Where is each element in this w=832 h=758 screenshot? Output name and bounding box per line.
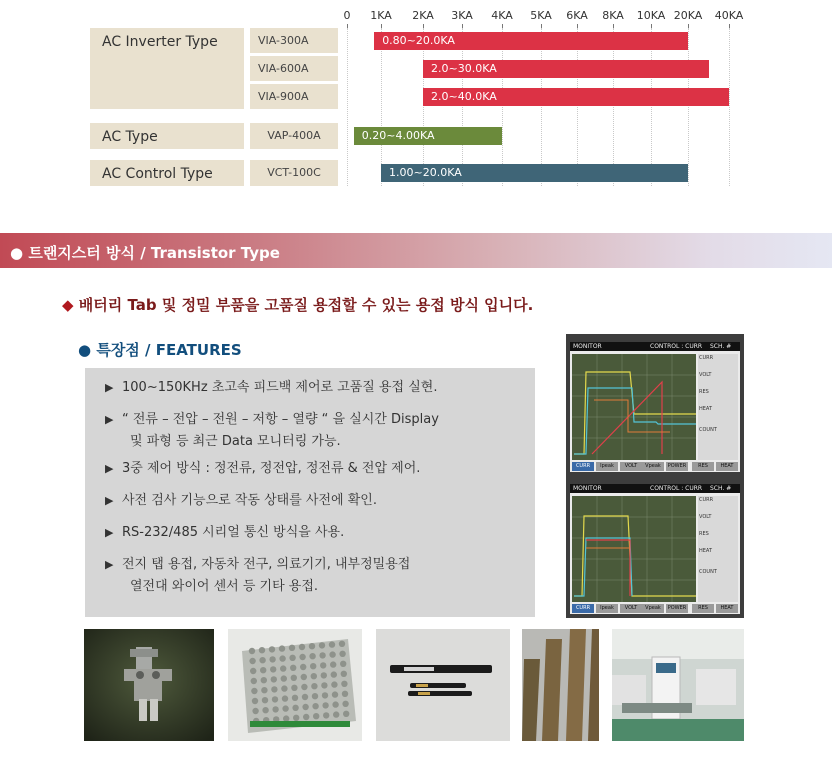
monitor-tab: HEAT: [716, 462, 738, 471]
battery-cell: [281, 675, 287, 681]
model-label: VIA-900A: [250, 84, 338, 109]
monitor-screenshot: MONITOR CONTROL : CURR SCH. # CURR VOLT RES HEAT COUNT CURR Ipeak VOLT Vpeak POWER RES HEAT: [566, 476, 744, 618]
diamond-icon: ◆: [62, 296, 74, 314]
battery-cell: [342, 691, 348, 697]
bullet-icon: ●: [78, 341, 92, 359]
monitor-screenshot: MONITOR CONTROL : CURR SCH. # CURR VOLT RES HEAT COUNT CURR Ipeak VOLT Vpeak POWER RES HEAT: [566, 334, 744, 476]
feature-item: ▶ 전지 탭 용접, 자동차 전구, 의료기기, 내부정밀용접 열전대 와이어 센서 등 기타 용접.: [105, 554, 410, 598]
monitor-tab: Ipeak: [596, 462, 618, 471]
photo-battery-pack: [228, 629, 362, 741]
photo-weld-bars: [522, 629, 599, 741]
features-title: ● 특장점 / FEATURES: [78, 341, 242, 359]
battery-cell: [282, 695, 288, 701]
monitor-tab: CURR: [572, 604, 594, 613]
battery-cell: [339, 651, 345, 657]
battery-cell: [280, 665, 286, 671]
monitor-tab: CURR: [572, 462, 594, 471]
battery-cell: [272, 706, 278, 712]
battery-cell: [342, 701, 348, 707]
battery-cell: [340, 661, 346, 667]
range-bar: 2.0~40.0KA: [423, 88, 729, 106]
scale-tick-label: 4KA: [491, 9, 513, 22]
battery-cell: [251, 678, 257, 684]
ac-control-type-label: AC Control Type: [90, 160, 244, 186]
battery-cell: [269, 656, 275, 662]
gridline: [688, 28, 689, 186]
battery-cell: [321, 672, 327, 678]
section-title: ● 트랜지스터 방식 / Transistor Type: [10, 244, 280, 262]
battery-cell: [341, 681, 347, 687]
gridline: [541, 28, 542, 186]
battery-cell: [301, 674, 307, 680]
battery-cell: [332, 691, 338, 697]
battery-cell: [322, 692, 328, 698]
scale-tick-label: 1KA: [370, 9, 392, 22]
battery-cell: [343, 711, 349, 717]
scale-tick-label: 40KA: [714, 9, 744, 22]
battery-cell: [279, 655, 285, 661]
scale-tick-label: 6KA: [566, 9, 588, 22]
photo-battery-tab: [84, 629, 214, 741]
battery-cell: [251, 688, 257, 694]
monitor-tab: RES: [692, 462, 714, 471]
scale-tick-label: 2KA: [412, 9, 434, 22]
battery-cell: [290, 665, 296, 671]
ac-type-label: AC Type: [90, 123, 244, 149]
feature-item: ▶ 3중 제어 방식 : 정전류, 정전압, 정전류 & 전압 제어.: [105, 458, 420, 480]
triangle-icon: ▶: [105, 381, 114, 394]
battery-cell: [333, 711, 339, 717]
battery-cell: [259, 657, 265, 663]
monitor-tab: POWER: [667, 463, 687, 469]
monitor-tab: POWER: [667, 605, 687, 611]
battery-cell: [331, 681, 337, 687]
battery-cell: [299, 654, 305, 660]
battery-cell: [331, 671, 337, 677]
gridline: [502, 28, 503, 186]
intro-text: ◆ 배터리 Tab 및 정밀 부품을 고품질 용접할 수 있는 용접 방식 입니다.: [62, 296, 534, 314]
battery-cell: [339, 641, 345, 647]
monitor-tab: Vpeak: [642, 604, 664, 613]
battery-cell: [329, 641, 335, 647]
gridline: [729, 28, 730, 186]
scale-tick-label: 5KA: [530, 9, 552, 22]
battery-cell: [292, 695, 298, 701]
range-bar: 2.0~30.0KA: [423, 60, 709, 78]
battery-cell: [270, 666, 276, 672]
battery-cell: [312, 693, 318, 699]
battery-cell: [291, 685, 297, 691]
monitor-tab: RES: [692, 604, 714, 613]
range-bar: 0.80~20.0KA: [374, 32, 688, 50]
photo-factory-line: [612, 629, 744, 741]
scale-tick-label: 0: [343, 9, 351, 22]
battery-cell: [319, 652, 325, 658]
triangle-icon: ▶: [105, 494, 114, 507]
feature-item: ▶ RS-232/485 시리얼 통신 방식을 사용.: [105, 522, 344, 544]
battery-cell: [279, 645, 285, 651]
feature-item: ▶ 사전 검사 기능으로 작동 상태를 사전에 확인.: [105, 490, 377, 512]
battery-cell: [320, 662, 326, 668]
range-bar: 1.00~20.0KA: [381, 164, 688, 182]
battery-cell: [262, 707, 268, 713]
battery-cell: [289, 645, 295, 651]
range-bar: 0.20~4.00KA: [354, 127, 502, 145]
battery-cell: [259, 647, 265, 653]
battery-cell: [249, 648, 255, 654]
monitor-readout: CURR VOLT RES HEAT COUNT: [698, 496, 738, 602]
battery-cell: [291, 675, 297, 681]
model-label: VCT-100C: [250, 160, 338, 186]
scale-tick-label: 8KA: [602, 9, 624, 22]
battery-cell: [309, 653, 315, 659]
battery-cell: [302, 694, 308, 700]
model-label: VAP-400A: [250, 123, 338, 149]
battery-cell: [299, 644, 305, 650]
battery-cell: [301, 684, 307, 690]
battery-cell: [329, 651, 335, 657]
battery-cell: [249, 658, 255, 664]
battery-cell: [341, 671, 347, 677]
battery-cell: [332, 701, 338, 707]
monitor-tab: VOLT: [620, 604, 642, 613]
feature-item: ▶ 100~150KHz 초고속 피드백 제어로 고품질 용접 실현.: [105, 377, 438, 399]
battery-cell: [281, 685, 287, 691]
gridline: [651, 28, 652, 186]
monitor-tab: Ipeak: [596, 604, 618, 613]
battery-cell: [289, 655, 295, 661]
battery-cell: [319, 642, 325, 648]
triangle-icon: ▶: [105, 558, 114, 571]
battery-cell: [271, 676, 277, 682]
photo-pcb-strips: [376, 629, 510, 741]
scale-tick-label: 20KA: [673, 9, 703, 22]
battery-cell: [292, 705, 298, 711]
gridline: [613, 28, 614, 186]
gridline: [347, 28, 348, 186]
battery-cell: [309, 643, 315, 649]
scale-tick-label: 3KA: [451, 9, 473, 22]
battery-cell: [260, 667, 266, 673]
triangle-icon: ▶: [105, 413, 114, 426]
battery-cell: [269, 646, 275, 652]
battery-cell: [261, 677, 267, 683]
battery-cell: [262, 697, 268, 703]
ac-inverter-type-label: AC Inverter Type: [90, 28, 244, 109]
gridline: [381, 28, 382, 186]
battery-cell: [282, 705, 288, 711]
battery-cell: [310, 663, 316, 669]
gridline: [462, 28, 463, 186]
waveform-plot: [572, 496, 696, 602]
battery-cell: [300, 664, 306, 670]
monitor-tab: VOLT: [620, 462, 642, 471]
battery-cell: [311, 673, 317, 679]
battery-cell: [311, 683, 317, 689]
battery-cell: [283, 715, 289, 721]
battery-cell: [321, 682, 327, 688]
triangle-icon: ▶: [105, 462, 114, 475]
battery-cell: [261, 687, 267, 693]
scale-tick-label: 10KA: [636, 9, 666, 22]
battery-cell: [323, 712, 329, 718]
battery-cell: [322, 702, 328, 708]
battery-cell: [303, 714, 309, 720]
battery-cell: [250, 668, 256, 674]
monitor-tab: Vpeak: [642, 462, 664, 471]
feature-item: ▶ “ 전류 – 전압 – 전원 – 저항 – 열량 “ 을 실시간 Display 및 파형 등 최근 Data 모니터링 가능.: [105, 409, 439, 453]
battery-cell: [312, 703, 318, 709]
model-label: VIA-600A: [250, 56, 338, 81]
battery-cell: [313, 713, 319, 719]
monitor-readout: CURR VOLT RES HEAT COUNT: [698, 354, 738, 460]
gridline: [577, 28, 578, 186]
monitor-tab: HEAT: [716, 604, 738, 613]
waveform-plot: [572, 354, 696, 460]
battery-cell: [271, 686, 277, 692]
battery-cell: [252, 698, 258, 704]
battery-cell: [293, 715, 299, 721]
model-label: VIA-300A: [250, 28, 338, 53]
gridline: [423, 28, 424, 186]
battery-cell: [302, 704, 308, 710]
triangle-icon: ▶: [105, 526, 114, 539]
battery-cell: [252, 708, 258, 714]
battery-cell: [330, 661, 336, 667]
battery-cell: [272, 696, 278, 702]
